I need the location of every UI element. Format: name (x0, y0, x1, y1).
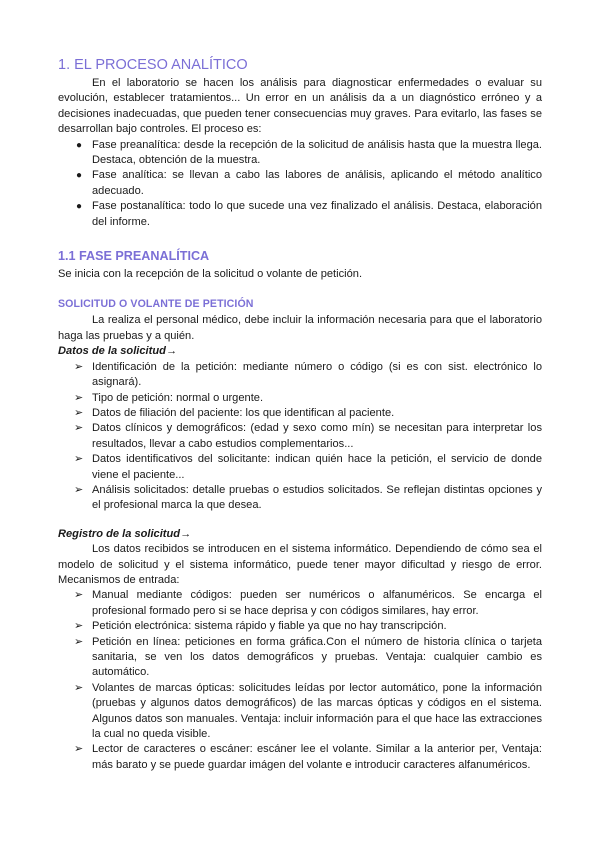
bullet-icon: ● (76, 139, 83, 151)
phase-list (58, 138, 542, 230)
arrow-bullet-icon: ➢ (74, 391, 84, 404)
list-item: ➢ Petición en línea: peticiones en forma gráfica.Con el número de historia clínica o tarjeta sanitaria, se ven los datos demográficos y pruebas. Ventaja: cualquier cambio es automático. (74, 635, 542, 679)
list-item: ➢ Datos de filiación del paciente: los que identifican al paciente. (58, 406, 542, 421)
datos-list (58, 360, 542, 514)
arrow-bullet-icon: ➢ (74, 589, 84, 602)
datos-label: Datos de la solicitud→ (58, 345, 177, 358)
registro-intro: Los datos recibidos se introducen en el sistema informático. Dependiendo de cómo sea el modelo de solicitud y el sistema informático, puede tener mayor dificultad y riesgo de error. Mecanismos de entrada: (58, 543, 542, 586)
solicitud-intro: La realiza el personal médico, debe incluir la información necesaria para que el laboratorio haga las pruebas y a quién. (58, 314, 542, 342)
arrow-bullet-icon: ➢ (74, 453, 84, 466)
arrow-bullet-icon: ➢ (74, 422, 84, 435)
list-item: ➢ Datos identificativos del solicitante: indican quién hace la petición, el servicio de donde viene el paciente... (74, 453, 542, 481)
subsection-title: 1.1 FASE PREANALÍTICA (58, 249, 210, 264)
subsection-intro: Se inicia con la recepción de la solicitud o volante de petición. (58, 268, 363, 281)
section-title: 1. EL PROCESO ANALÍTICO (58, 57, 248, 73)
list-item: ➢ Volantes de marcas ópticas: solicitudes leídas por lector automático, pone la información (pruebas y algunos datos demográficos) de las marcas ópticas y códigos en el sistema. Algunos datos son manuales. Ventaja: incluir información para el que hace las extracciones la cual no queda visible. (74, 681, 542, 741)
arrow-bullet-icon: ➢ (74, 406, 84, 419)
arrow-bullet-icon: ➢ (74, 483, 84, 496)
list-item: ➢ Identificación de la petición: mediante número o código (si es con sist. electrónico lo asignará). (74, 360, 542, 389)
arrow-bullet-icon: ➢ (74, 743, 84, 756)
list-item: ➢ Análisis solicitados: detalle pruebas o estudios solicitados. Se reflejan distintas opciones y el profesional marca la que desea. (74, 483, 542, 512)
list-item: ➢ Tipo de petición: normal o urgente. (58, 391, 542, 406)
arrow-bullet-icon: ➢ (74, 681, 84, 694)
section-intro: En el laboratorio se hacen los análisis para diagnosticar enfermedades o evaluar su evolución, establecer tratamientos... Un error en un análisis da a un diagnóstico erróneo y a decisiones inadecuadas, que pueden tener consecuencias muy graves. Para evitarlo, las fases se desarrollan bajo controles. El proceso es: (58, 77, 542, 136)
list-item: ➢ Manual mediante códigos: pueden ser numéricos o alfanuméricos. Se encarga el profesional formado pero si se hace deprisa y con códigos similares, hay error. (74, 589, 542, 617)
list-item: ● Fase analítica: se llevan a cabo las labores de análisis, aplicando el método analítico adecuado. (76, 169, 542, 197)
bullet-icon: ● (76, 170, 83, 182)
registro-label: Registro de la solicitud→ (58, 527, 192, 540)
list-item: ● Fase preanalítica: desde la recepción de la solicitud de análisis hasta que la muestra llega. Destaca, obtención de la muestra. (76, 138, 542, 167)
registro-list (58, 588, 542, 773)
list-item: ➢ Lector de caracteres o escáner: escáner lee el volante. Similar a la anterior per, Ventaja: más barato y se puede guardar imágen del volante e introducir caracteres alfanuméricos. (74, 743, 542, 771)
heading-solicitud: SOLICITUD O VOLANTE DE PETICIÓN (58, 298, 254, 311)
list-item: ● Fase postanalítica: todo lo que sucede una vez finalizado el análisis. Destaca, elaboración del informe. (76, 200, 542, 228)
arrow-bullet-icon: ➢ (74, 620, 84, 633)
list-item: ➢ Datos clínicos y demográficos: (edad y sexo como mín) se necesitan para interpretar los resultados, llevar a cabo estudios complementarios... (74, 422, 542, 450)
bullet-icon: ● (76, 201, 83, 213)
arrow-bullet-icon: ➢ (74, 360, 84, 373)
list-item: ➢ Petición electrónica: sistema rápido y fiable ya que no hay transcripción. (58, 619, 542, 634)
arrow-bullet-icon: ➢ (74, 635, 84, 648)
